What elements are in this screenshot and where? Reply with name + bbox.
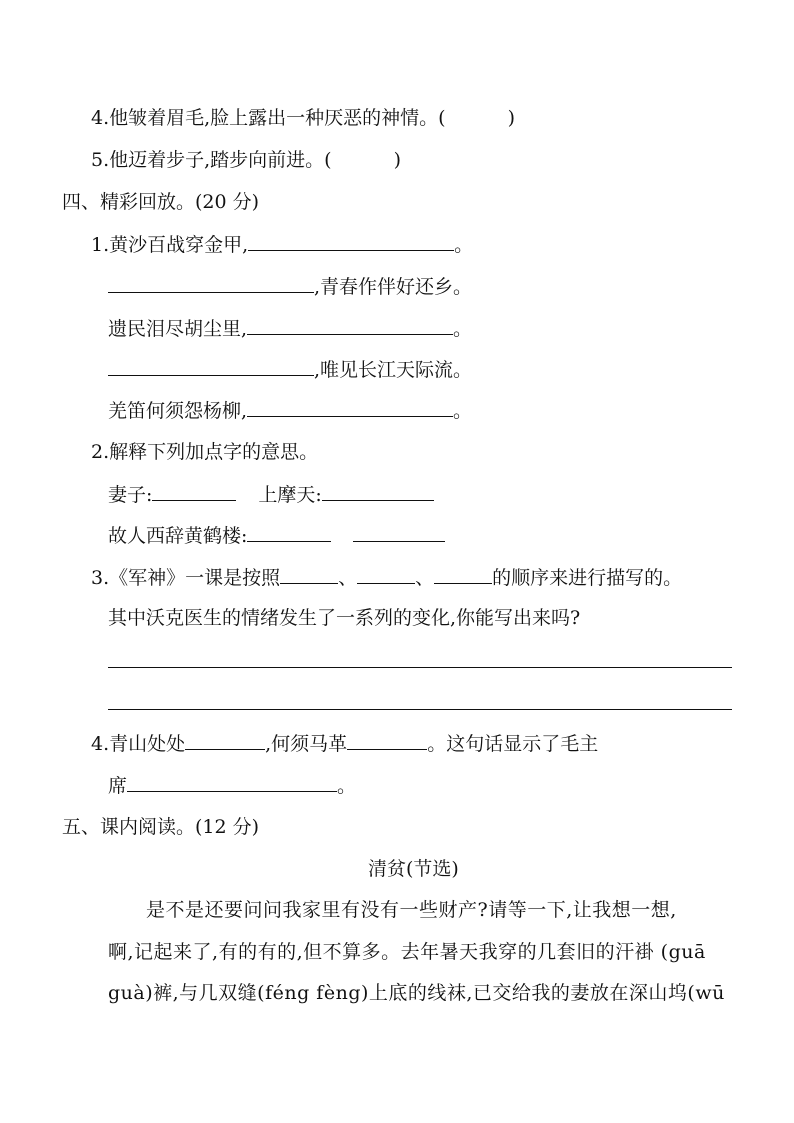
passage-line: 是不是还要问问我家里有没有一些财产?请等一下,让我想一想, (146, 899, 677, 921)
answer-line[interactable] (108, 709, 732, 710)
close-paren: ) (507, 107, 516, 129)
question-text: 3.《军神》一课是按照 (91, 567, 281, 589)
question-text: 4.他皱着眉毛,脸上露出一种厌恶的神情。( (91, 107, 446, 129)
question-4-3-line1 (91, 565, 682, 590)
question-text: 的顺序来进行描写的。 (492, 567, 683, 589)
answer-line[interactable] (108, 667, 732, 668)
punctuation: 、 (415, 567, 435, 589)
term-label: 上摩天: (258, 484, 322, 506)
question-text: 5.他迈着步子,踏步向前进。( (91, 149, 332, 171)
close-paren: ) (393, 149, 402, 171)
question-4-1-line3 (108, 316, 472, 341)
question-4-4-line1 (91, 731, 598, 756)
poem-text: ,唯见长江天际流。 (314, 359, 473, 381)
fill-blank[interactable] (434, 565, 492, 584)
fill-blank[interactable] (127, 773, 337, 792)
question-4-2-row2 (108, 523, 445, 548)
fill-blank[interactable] (247, 398, 453, 417)
fill-blank[interactable] (353, 523, 445, 542)
fill-blank[interactable] (152, 482, 236, 501)
question-text: ,何须马革 (265, 733, 348, 755)
fill-blank[interactable] (108, 357, 314, 376)
poem-text: 羌笛何须怨杨柳, (108, 400, 248, 422)
punctuation: 。 (453, 318, 473, 340)
question-4-2-prompt: 2.解释下列加点字的意思。 (91, 441, 319, 463)
section-5-heading: 五、课内阅读。(12 分) (62, 816, 260, 838)
punctuation: 。 (454, 234, 474, 256)
fill-blank[interactable] (280, 565, 338, 584)
term-label: 故人西辞黄鹤楼: (108, 525, 248, 547)
fill-blank[interactable] (248, 232, 454, 251)
term-label: 妻子: (108, 484, 153, 506)
question-3-4 (91, 106, 515, 130)
passage-title: 清贫(节选) (368, 858, 459, 880)
question-3-5 (91, 148, 401, 172)
question-4-1-line1 (91, 232, 473, 257)
section-4-heading: 四、精彩回放。(20 分) (62, 191, 260, 213)
question-4-3-line2: 其中沃克医生的情绪发生了一系列的变化,你能写出来吗? (108, 607, 581, 629)
fill-blank[interactable] (347, 731, 427, 750)
question-4-1-line5 (108, 398, 472, 423)
fill-blank[interactable] (247, 316, 453, 335)
punctuation: 。 (337, 775, 357, 797)
fill-blank[interactable] (247, 523, 331, 542)
question-text: 。这句话显示了毛主 (427, 733, 599, 755)
fill-blank[interactable] (322, 482, 434, 501)
punctuation: 、 (338, 567, 358, 589)
passage-line: guà)裤,与几双缝(féng fèng)上底的线袜,已交给我的妻放在深山坞(wū (108, 982, 725, 1004)
question-4-4-line2 (108, 773, 356, 798)
passage-line: 啊,记起来了,有的有的,但不算多。去年暑天我穿的几套旧的汗褂 (guā (108, 941, 706, 963)
question-4-2-row1 (108, 482, 434, 507)
poem-text: ,青春作伴好还乡。 (314, 276, 473, 298)
fill-blank[interactable] (185, 731, 265, 750)
question-text: 席 (108, 775, 128, 797)
question-4-1-line2 (108, 274, 472, 299)
question-text: 4.青山处处 (91, 733, 186, 755)
fill-blank[interactable] (357, 565, 415, 584)
poem-text: 遗民泪尽胡尘里, (108, 318, 248, 340)
punctuation: 。 (453, 400, 473, 422)
question-4-1-line4 (108, 357, 472, 382)
fill-blank[interactable] (108, 274, 314, 293)
poem-text: 1.黄沙百战穿金甲, (91, 234, 249, 256)
